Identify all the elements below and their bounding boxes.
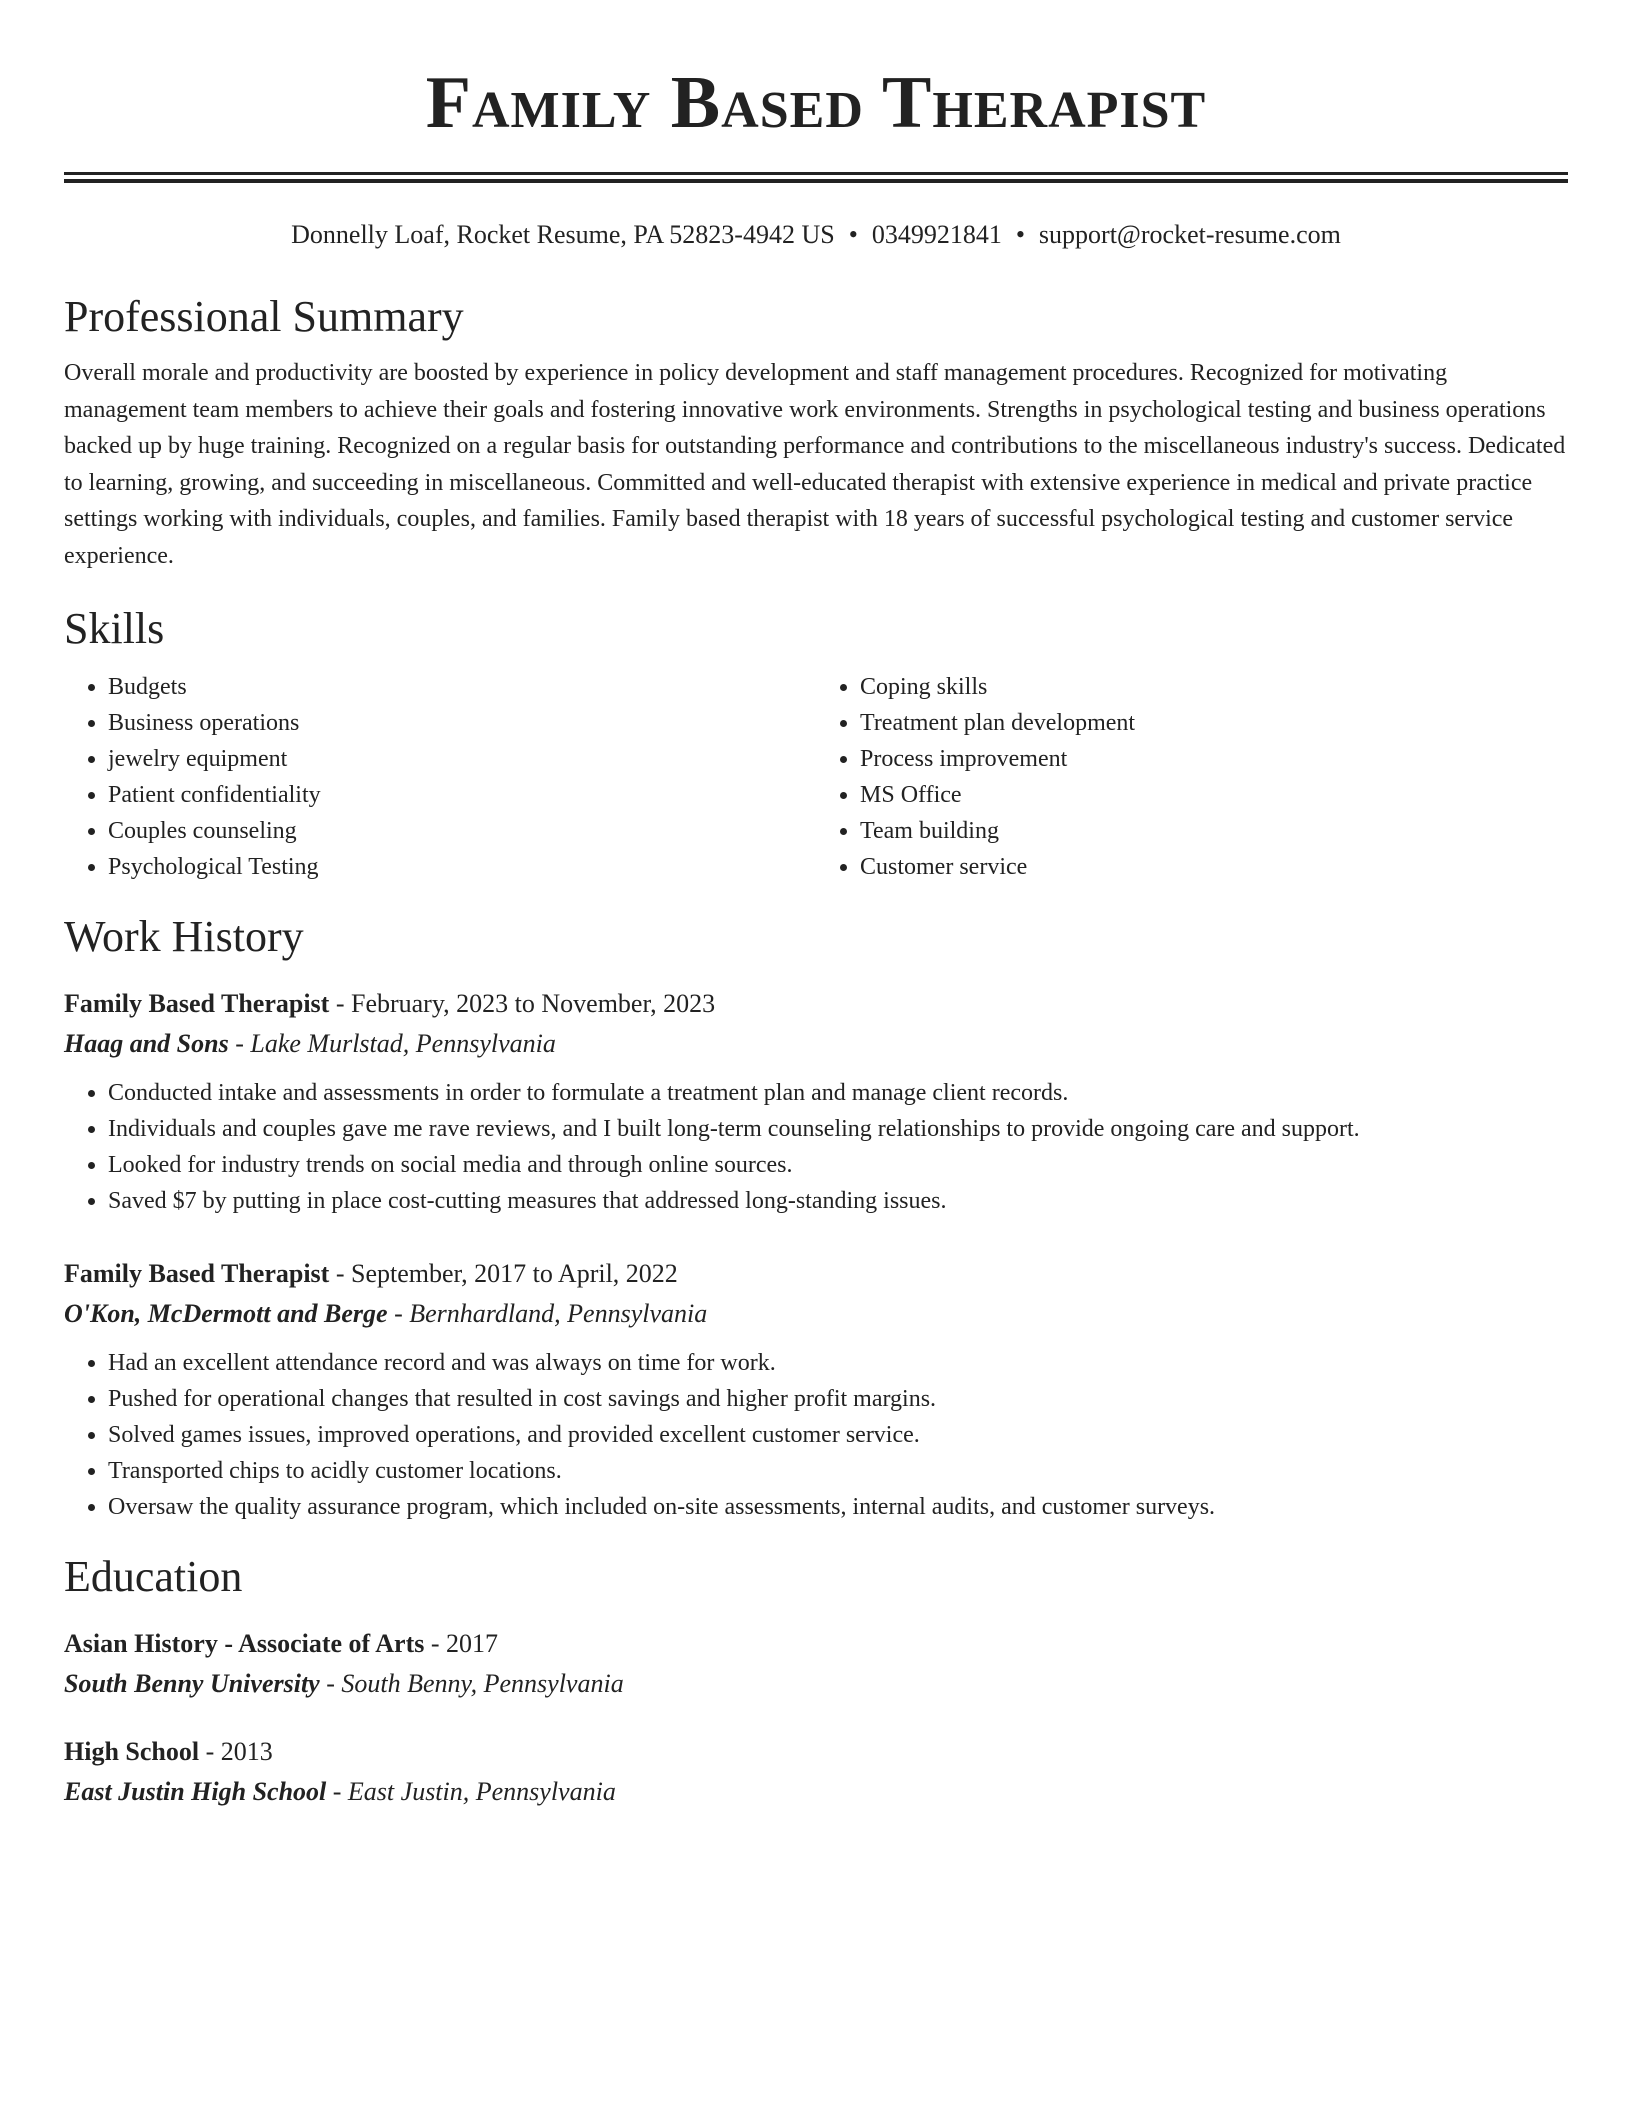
job-company-line: [64, 1025, 1568, 1063]
job-entry: [64, 1255, 1568, 1525]
education-school: South Benny University: [64, 1668, 320, 1698]
education-school: East Justin High School: [64, 1776, 327, 1806]
education-entry: [64, 1625, 1568, 1703]
skills-column-left: [64, 669, 816, 885]
education-heading: Education: [64, 1551, 243, 1601]
summary-text: Overall morale and productivity are boosted by experience in policy development and staff management procedures. Recognized for motivating management team members to achieve their goals and fostering innovative work environments. Strengths in psychological testing and business operations backed up by huge training. Recognized on a regular basis for outstanding performance and contributions to the miscellaneous industry's success. Dedicated to learning, growing, and succeeding in miscellaneous. Committed and well-educated therapist with extensive experience in medical and private practice settings working with individuals, couples, and families. Family based therapist with 18 years of successful psychological testing and customer service experience.: [64, 360, 1566, 569]
education-degree-line: [64, 1625, 1568, 1663]
skills-list: [64, 669, 1568, 885]
skills-column-right: [816, 669, 1568, 885]
job-entry: [64, 985, 1568, 1219]
contact-phone: 0349921841: [871, 220, 1002, 249]
job-company: O'Kon, McDermott and Berge: [64, 1298, 388, 1328]
job-location: - Bernhardland, Pennsylvania: [387, 1298, 708, 1328]
contact-separator: •: [1015, 220, 1025, 249]
education-year: - 2013: [199, 1736, 273, 1766]
education-entry: [64, 1733, 1568, 1811]
skills-heading: Skills: [64, 603, 165, 653]
job-bullet: • Pushed for operational changes that resulted in cost savings and higher profit margins.: [108, 1381, 1568, 1417]
job-bullet: • Oversaw the quality assurance program, which included on-site assessments, internal audits, and customer surveys.: [108, 1489, 1568, 1525]
skill-item: • Customer service: [860, 849, 1568, 885]
work-history-heading: Work History: [64, 911, 304, 961]
education-degree: High School: [64, 1736, 200, 1766]
job-bullet: • Individuals and couples gave me rave reviews, and I built long-term counseling relationships to provide ongoing care and support.: [108, 1111, 1568, 1147]
job-dates: - February, 2023 to November, 2023: [329, 988, 716, 1018]
education-location: - South Benny, Pennsylvania: [319, 1668, 624, 1698]
contact-email: support@rocket-resume.com: [1038, 220, 1341, 249]
skill-item: • Psychological Testing: [108, 849, 816, 885]
job-title: Family Based Therapist: [64, 988, 330, 1018]
job-title-line: [64, 985, 1568, 1023]
skill-item: • Team building: [860, 813, 1568, 849]
skill-item: • Treatment plan development: [860, 705, 1568, 741]
job-bullet: • Transported chips to acidly customer locations.: [108, 1453, 1568, 1489]
job-title-line: [64, 1255, 1568, 1293]
job-bullet: • Looked for industry trends on social media and through online sources.: [108, 1147, 1568, 1183]
education-year: - 2017: [424, 1628, 499, 1658]
education-degree: Asian History - Associate of Arts: [64, 1628, 425, 1658]
job-title: Family Based Therapist: [64, 1258, 330, 1288]
contact-line: [64, 217, 1568, 253]
job-bullets: [64, 1345, 1568, 1525]
summary-heading: Professional Summary: [64, 292, 464, 341]
education-location: - East Justin, Pennsylvania: [326, 1776, 616, 1806]
skill-item: • Budgets: [108, 669, 816, 705]
skill-item: • Business operations: [108, 705, 816, 741]
job-bullet: • Had an excellent attendance record and was always on time for work.: [108, 1345, 1568, 1381]
job-bullet: • Solved games issues, improved operations, and provided excellent customer service.: [108, 1417, 1568, 1453]
job-bullets: [64, 1075, 1568, 1219]
education-school-line: [64, 1665, 1568, 1703]
skill-item: • Process improvement: [860, 741, 1568, 777]
skill-item: • MS Office: [860, 777, 1568, 813]
skill-item: • Patient confidentiality: [108, 777, 816, 813]
education-degree-line: [64, 1733, 1568, 1771]
skill-item: • Couples counseling: [108, 813, 816, 849]
title-divider: [64, 172, 1568, 183]
job-bullet: • Saved $7 by putting in place cost-cutting measures that addressed long-standing issues.: [108, 1183, 1568, 1219]
job-company-line: [64, 1295, 1568, 1333]
resume-title: Family Based Therapist: [425, 62, 1207, 144]
contact-separator: •: [848, 220, 858, 249]
education-school-line: [64, 1773, 1568, 1811]
job-location: - Lake Murlstad, Pennsylvania: [228, 1028, 556, 1058]
job-company: Haag and Sons: [64, 1028, 229, 1058]
contact-address: Donnelly Loaf, Rocket Resume, PA 52823-4942 US: [291, 220, 835, 249]
job-dates: - September, 2017 to April, 2022: [329, 1258, 678, 1288]
skill-item: • jewelry equipment: [108, 741, 816, 777]
job-bullet: • Conducted intake and assessments in order to formulate a treatment plan and manage client records.: [108, 1075, 1568, 1111]
skill-item: • Coping skills: [860, 669, 1568, 705]
